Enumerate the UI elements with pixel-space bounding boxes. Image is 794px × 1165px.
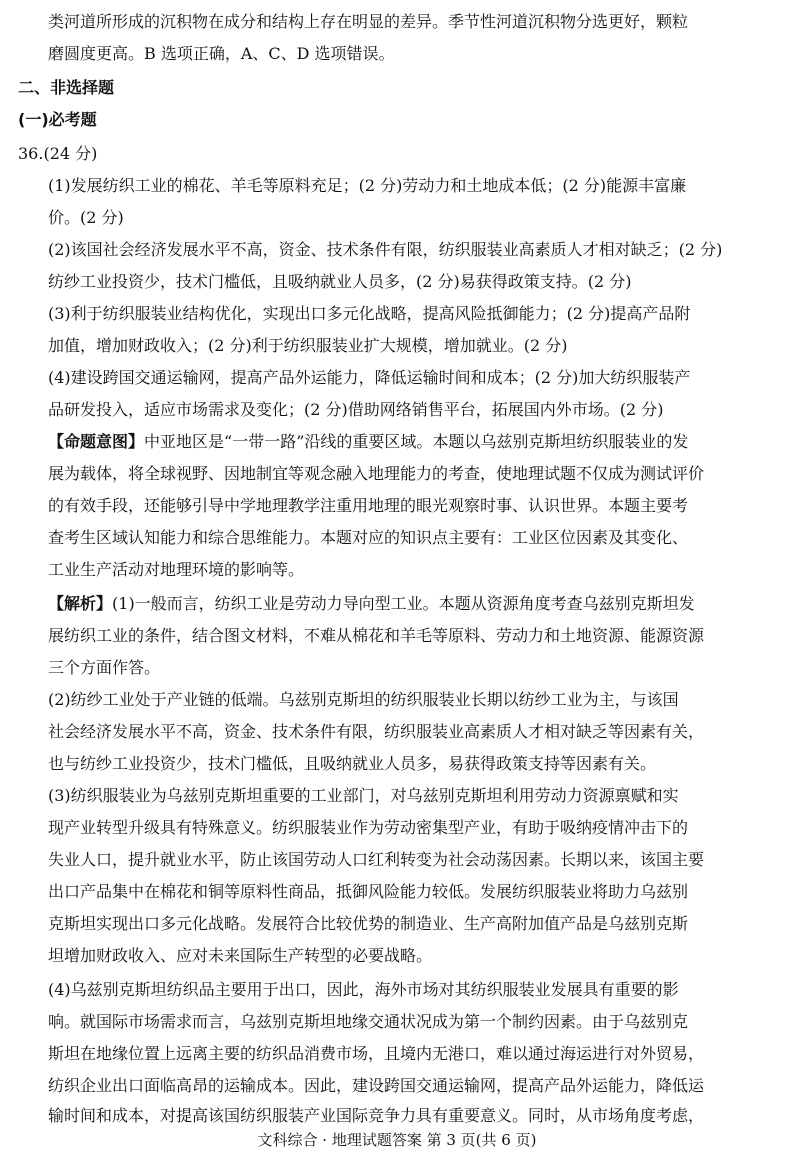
intent-line: 的有效手段，还能够引导中学地理教学注重用地理的眼光观察时事、认识世界。本题主要考: [48, 496, 689, 515]
analysis-line: 社会经济发展水平不高，资金、技术条件有限，纺织服装业高素质人才相对缺乏等因素有关，: [48, 722, 705, 741]
intent-text: 中亚地区是“一带一路”沿线的重要区域。本题以乌兹别克斯坦纺织服装业的发: [144, 432, 689, 451]
answer-line: 品研发投入，适应市场需求及变化；(2 分)借助网络销售平台，拓展国内外市场。(2 分): [48, 400, 664, 419]
section-heading: 二、非选择题: [18, 78, 115, 97]
analysis-line: 斯坦在地缘位置上远离主要的纺织品消费市场，且境内无港口，难以通过海运进行对外贸易，: [48, 1044, 705, 1063]
analysis-line: (2)纺纱工业处于产业链的低端。乌兹别克斯坦的纺织服装业长期以纺纱工业为主，与该国: [48, 690, 679, 709]
answer-line: (1)发展纺织工业的棉花、羊毛等原料充足；(2 分)劳动力和土地成本低；(2 分)能源丰富廉: [48, 176, 687, 195]
analysis-tag: 【解析】: [48, 594, 113, 613]
intent-line: 展为载体，将全球视野、因地制宜等观念融入地理能力的考查，使地理试题不仅成为测试评价: [48, 464, 705, 483]
analysis-paragraph-first-line: [48, 594, 695, 614]
analysis-line: 展纺织工业的条件，结合图文材料，不难从棉花和羊毛等原料、劳动力和土地资源、能源资源: [48, 626, 705, 645]
analysis-line: 响。就国际市场需求而言，乌兹别克斯坦地缘交通状况成为第一个制约因素。由于乌兹别克: [48, 1012, 689, 1031]
analysis-line: 纺织企业出口面临高昂的运输成本。因此，建设跨国交通运输网，提高产品外运能力，降低运: [48, 1076, 705, 1095]
text-line: 磨圆度更高。B 选项正确，A、C、D 选项错误。: [48, 44, 395, 63]
answer-line: 纺纱工业投资少，技术门槛低，且吸纳就业人员多，(2 分)易获得政策支持。(2 分): [48, 272, 632, 291]
intent-line: 工业生产活动对地理环境的影响等。: [48, 560, 305, 579]
analysis-text: (1)一般而言，纺织工业是劳动力导向型工业。本题从资源角度考查乌兹别克斯坦发: [112, 594, 695, 613]
answer-line: (3)利于纺织服装业结构优化，实现出口多元化战略，提高风险抵御能力；(2 分)提高产品附: [48, 304, 691, 323]
subsection-heading: (一)必考题: [18, 110, 97, 129]
analysis-line: 也与纺纱工业投资少，技术门槛低，且吸纳就业人员多，易获得政策支持等因素有关。: [48, 754, 657, 773]
text-line: 类河道所形成的沉积物在成分和结构上存在明显的差异。季节性河道沉积物分选更好，颗粒: [48, 12, 689, 31]
analysis-line: 失业人口，提升就业水平，防止该国劳动人口红利转变为社会动荡因素。长期以来，该国主要: [48, 850, 705, 869]
answer-line: (2)该国社会经济发展水平不高，资金、技术条件有限，纺织服装业高素质人才相对缺乏；(2 分): [48, 240, 723, 259]
analysis-line: 输时间和成本，对提高该国纺织服装产业国际竞争力具有重要意义。同时，从市场角度考虑，: [48, 1106, 705, 1125]
analysis-line: 三个方面作答。: [48, 658, 161, 677]
analysis-line: (3)纺织服装业为乌兹别克斯坦重要的工业部门，对乌兹别克斯坦利用劳动力资源禀赋和实: [48, 786, 679, 805]
intent-tag: 【命题意图】: [48, 432, 145, 451]
answer-line: 价。(2 分): [48, 208, 124, 227]
analysis-line: 克斯坦实现出口多元化战略。发展符合比较优势的制造业、生产高附加值产品是乌兹别克斯: [48, 914, 689, 933]
answer-line: (4)建设跨国交通运输网，提高产品外运能力，降低运输时间和成本；(2 分)加大纺织服装产: [48, 368, 691, 387]
intent-paragraph-first-line: [48, 432, 688, 452]
analysis-line: (4)乌兹别克斯坦纺织品主要用于出口，因此，海外市场对其纺织服装业发展具有重要的影: [48, 980, 679, 999]
question-number: 36.(24 分): [18, 144, 98, 163]
intent-line: 查考生区域认知能力和综合思维能力。本题对应的知识点主要有：工业区位因素及其变化、: [48, 528, 689, 547]
analysis-line: 出口产品集中在棉花和铜等原料性商品，抵御风险能力较低。发展纺织服装业将助力乌兹别: [48, 882, 689, 901]
analysis-line: 现产业转型升级具有特殊意义。纺织服装业作为劳动密集型产业，有助于吸纳疫情冲击下的: [48, 818, 689, 837]
analysis-line: 坦增加财政收入、应对未来国际生产转型的必要战略。: [48, 946, 433, 965]
page-footer: 文科综合 · 地理试题答案 第 3 页(共 6 页): [257, 1131, 537, 1149]
answer-line: 加值，增加财政收入；(2 分)利于纺织服装业扩大规模，增加就业。(2 分): [48, 336, 568, 355]
